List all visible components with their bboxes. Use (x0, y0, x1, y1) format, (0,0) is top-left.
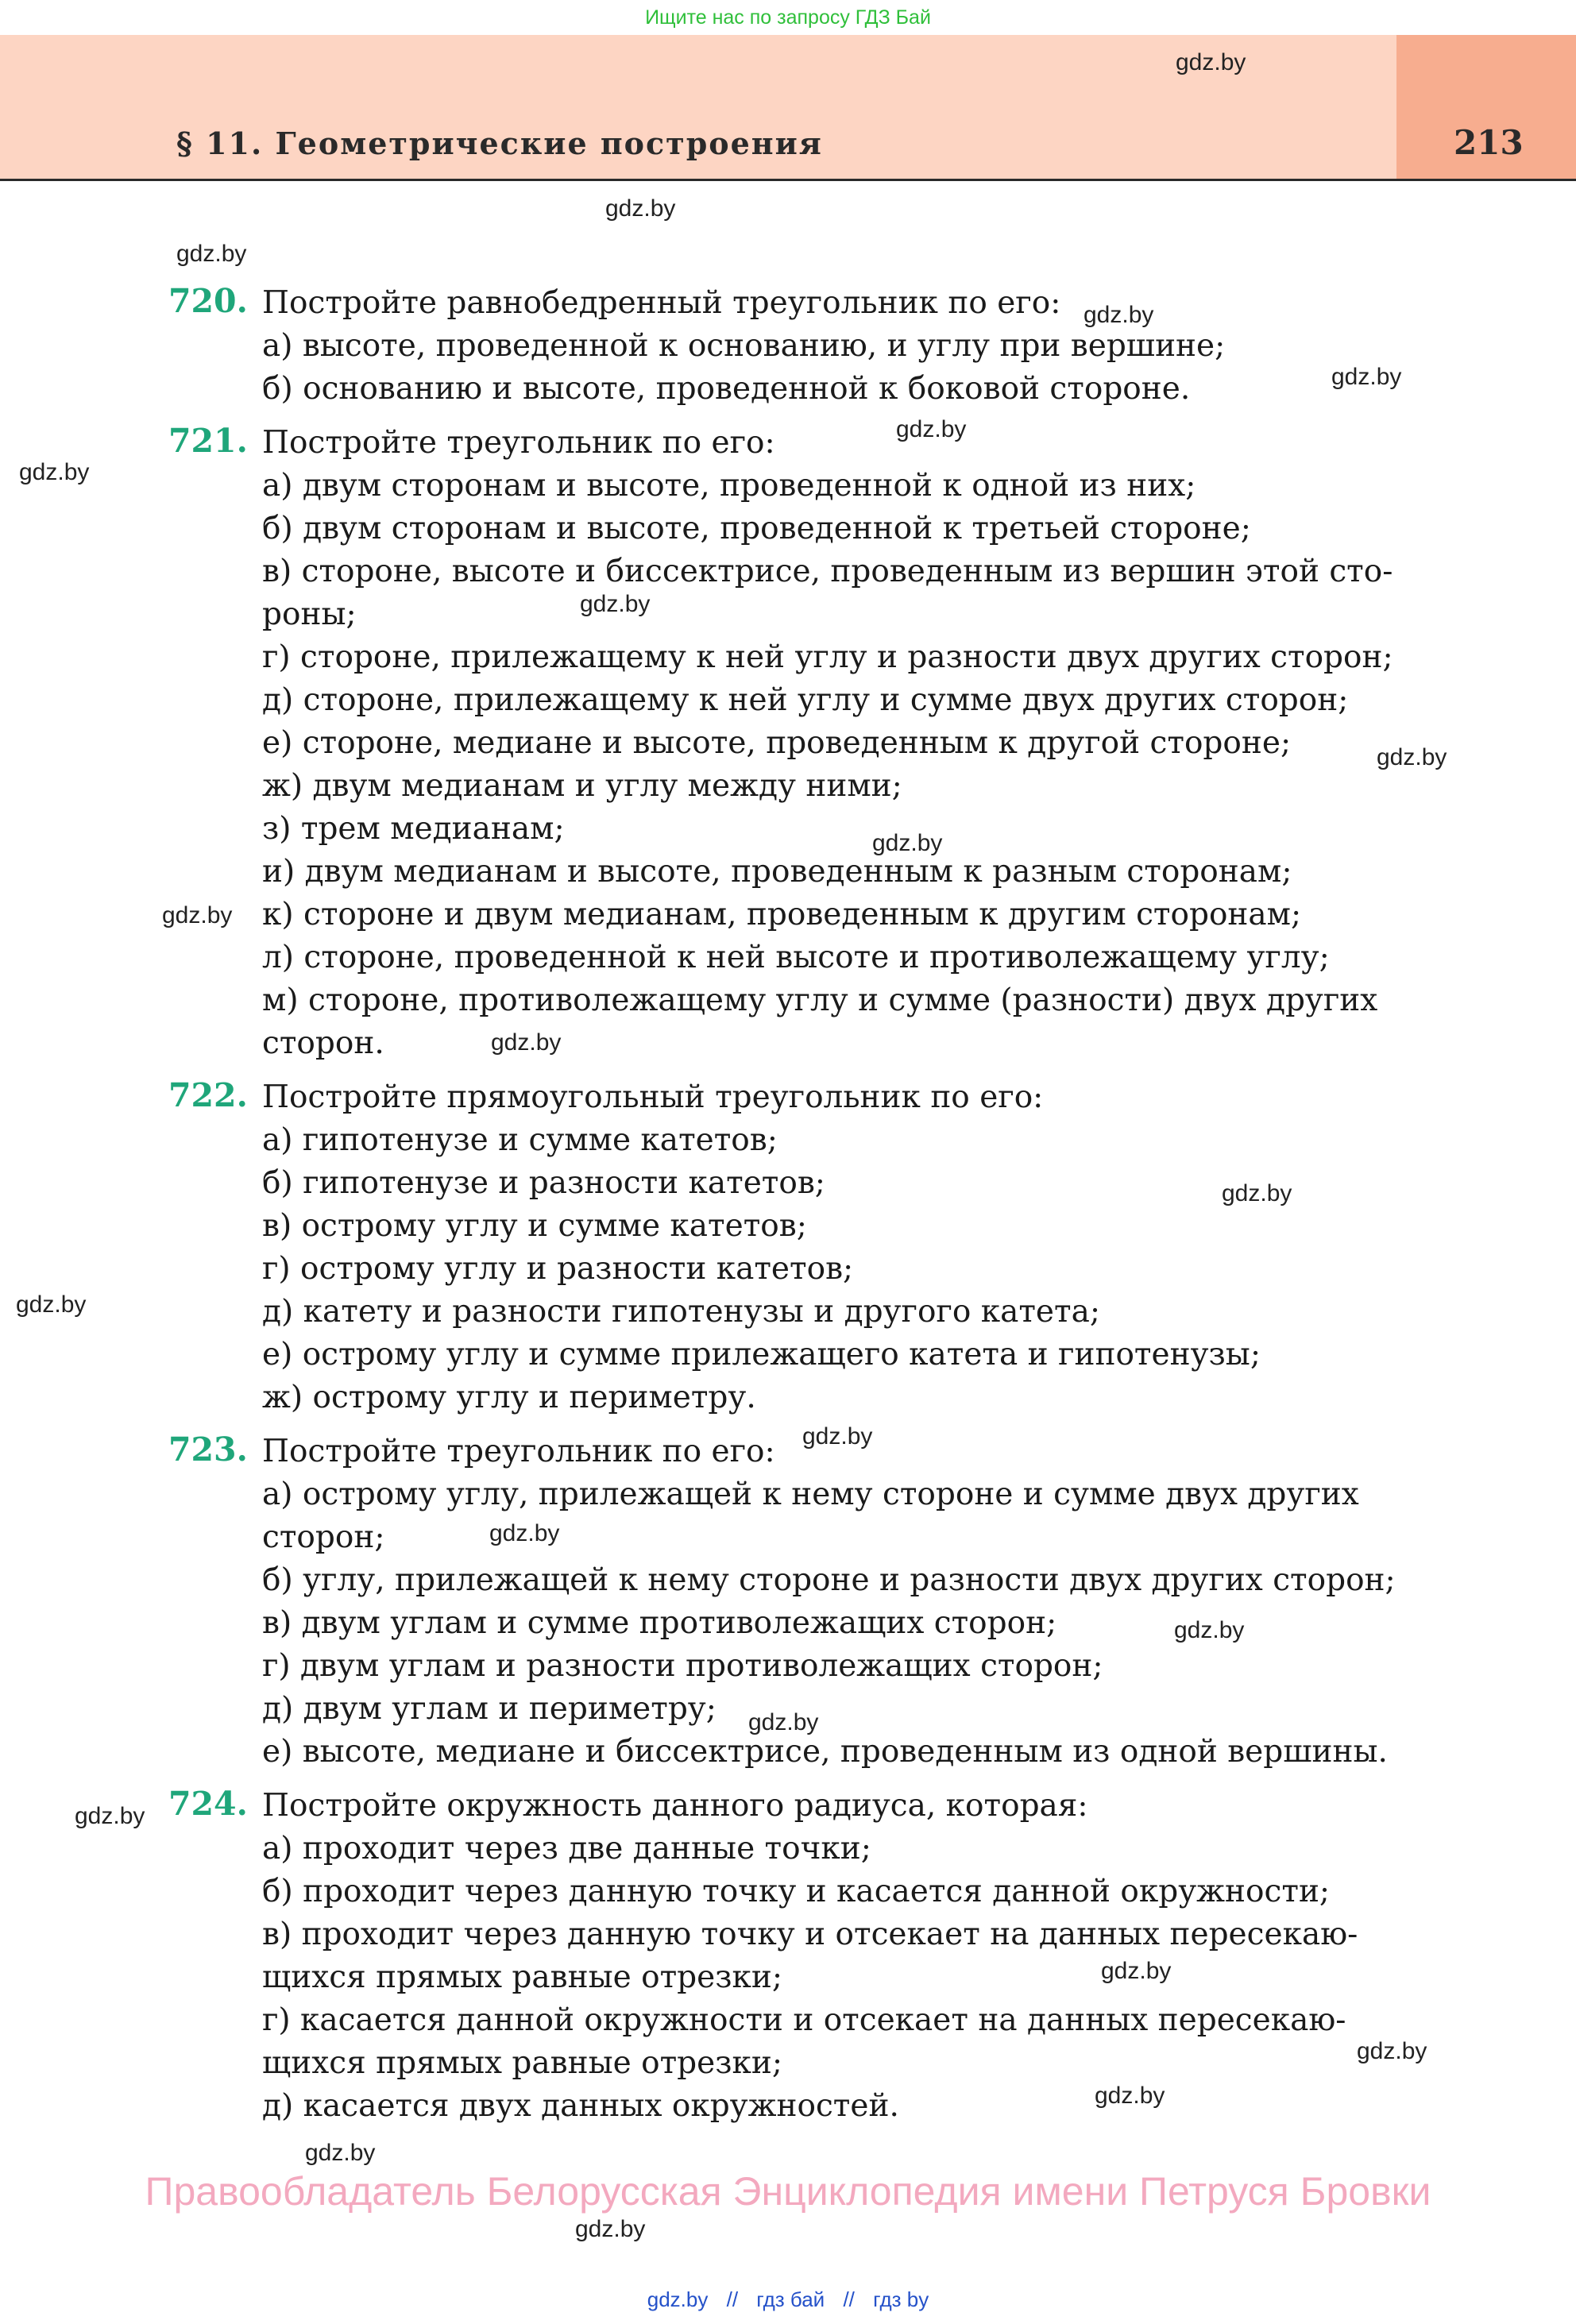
problem-line: б) основанию и высоте, проведенной к боковой стороне. (262, 371, 1191, 407)
problem-line: и) двум медианам и высоте, проведенным к разным сторонам; (262, 854, 1292, 890)
problem-line: сторон; (262, 1519, 385, 1555)
problem-line: а) проходит через две данные точки; (262, 1831, 871, 1867)
watermark: gdz.by (575, 2216, 646, 2242)
footer-separator: // (726, 2287, 739, 2311)
problem-line: сторон. (262, 1025, 384, 1061)
problem-line: м) стороне, противолежащему углу и сумме (разности) двух других (262, 982, 1378, 1018)
watermark: gdz.by (1174, 1617, 1245, 1643)
section-title: § 11. Геометрические построения (176, 125, 823, 161)
watermark: gdz.by (19, 459, 90, 485)
problem-line: Постройте окружность данного радиуса, которая: (262, 1788, 1088, 1824)
problem-line: е) острому углу и сумме прилежащего катета и гипотенузы; (262, 1337, 1261, 1372)
problem-line: щихся прямых равные отрезки; (262, 1959, 782, 1995)
problem-line: а) гипотенузе и сумме катетов; (262, 1122, 778, 1158)
watermark: gdz.by (489, 1520, 560, 1546)
problem-line: д) стороне, прилежащему к ней углу и сумме двух других сторон; (262, 682, 1349, 718)
problem-line: г) стороне, прилежащему к ней углу и разности двух других сторон; (262, 639, 1393, 675)
watermark: gdz.by (176, 241, 247, 267)
footer-links (0, 2287, 1576, 2312)
footer-link-gdz-by-ru[interactable]: гдз by (873, 2287, 929, 2311)
footer-link-gdz-bai[interactable]: гдз бай (756, 2287, 825, 2311)
watermark: gdz.by (1095, 2083, 1165, 2109)
watermark: gdz.by (305, 2140, 376, 2166)
page-number: 213 (1454, 123, 1524, 162)
problem-line: б) гипотенузе и разности катетов; (262, 1165, 825, 1201)
problem-line: роны; (262, 596, 357, 632)
problem-line: Постройте треугольник по его: (262, 1434, 775, 1469)
problem-line: д) касается двух данных окружностей. (262, 2088, 899, 2124)
watermark: gdz.by (1357, 2038, 1427, 2064)
top-banner[interactable]: Ищите нас по запросу ГДЗ Бай (645, 6, 931, 29)
copyright-notice: Правообладатель Белорусская Энциклопедия имени Петруся Бровки (145, 2169, 1431, 2214)
problem-line: б) углу, прилежащей к нему стороне и разности двух других сторон; (262, 1562, 1396, 1598)
problem-line: д) двум углам и периметру; (262, 1691, 717, 1727)
problem-line: щихся прямых равные отрезки; (262, 2045, 782, 2081)
problem-line: Постройте треугольник по его: (262, 425, 775, 461)
problem-line: л) стороне, проведенной к ней высоте и противолежащему углу; (262, 940, 1330, 975)
problem-line: в) острому углу и сумме катетов; (262, 1208, 807, 1244)
problem-line: г) двум углам и разности противолежащих сторон; (262, 1648, 1103, 1684)
watermark: gdz.by (1331, 364, 1402, 390)
watermark: gdz.by (896, 416, 967, 442)
problem-line: е) высоте, медиане и биссектрисе, проведенным из одной вершины. (262, 1734, 1388, 1770)
problem-line: б) проходит через данную точку и касается данной окружности; (262, 1874, 1331, 1909)
watermark: gdz.by (748, 1709, 819, 1735)
watermark: gdz.by (162, 902, 233, 928)
watermark: gdz.by (1101, 1958, 1172, 1984)
problem-number: 721. (168, 422, 248, 460)
problem-line: в) стороне, высоте и биссектрисе, проведенным из вершин этой сто- (262, 554, 1393, 589)
watermark: gdz.by (1377, 744, 1447, 770)
problem-line: Постройте прямоугольный треугольник по его: (262, 1079, 1044, 1115)
problem-line: г) острому углу и разности катетов; (262, 1251, 854, 1287)
watermark: gdz.by (1222, 1180, 1292, 1206)
watermark: gdz.by (1176, 49, 1246, 75)
footer-link-gdz-by[interactable]: gdz.by (647, 2287, 709, 2311)
problem-line: д) катету и разности гипотенузы и другого катета; (262, 1294, 1100, 1330)
problem-number: 724. (168, 1785, 248, 1823)
problem-line: б) двум сторонам и высоте, проведенной к третьей стороне; (262, 511, 1251, 546)
watermark: gdz.by (16, 1291, 87, 1318)
watermark: gdz.by (75, 1803, 145, 1829)
problem-number: 723. (168, 1430, 248, 1469)
watermark: gdz.by (802, 1423, 873, 1450)
problem-line: з) трем медианам; (262, 811, 565, 847)
problem-line: ж) острому углу и периметру. (262, 1380, 756, 1415)
problem-line: г) касается данной окружности и отсекает на данных пересекаю- (262, 2002, 1346, 2038)
problem-line: а) высоте, проведенной к основанию, и углу при вершине; (262, 328, 1226, 364)
problem-line: ж) двум медианам и углу между ними; (262, 768, 902, 804)
problem-number: 722. (168, 1076, 248, 1114)
problem-line: а) острому углу, прилежащей к нему стороне и сумме двух других (262, 1477, 1359, 1512)
problem-line: в) двум углам и сумме противолежащих сторон; (262, 1605, 1057, 1641)
problem-line: Постройте равнобедренный треугольник по его: (262, 285, 1061, 321)
problem-line: е) стороне, медиане и высоте, проведенным к другой стороне; (262, 725, 1292, 761)
watermark: gdz.by (872, 830, 943, 856)
problem-line: к) стороне и двум медианам, проведенным к другим сторонам; (262, 897, 1302, 932)
problem-number: 720. (168, 282, 248, 320)
footer-separator: // (843, 2287, 855, 2311)
watermark: gdz.by (491, 1029, 562, 1056)
watermark: gdz.by (580, 591, 651, 617)
problem-line: а) двум сторонам и высоте, проведенной к одной из них; (262, 468, 1196, 504)
watermark: gdz.by (605, 195, 676, 222)
watermark: gdz.by (1084, 302, 1154, 328)
problem-line: в) проходит через данную точку и отсекает на данных пересекаю- (262, 1917, 1358, 1952)
header-rule (0, 179, 1576, 181)
